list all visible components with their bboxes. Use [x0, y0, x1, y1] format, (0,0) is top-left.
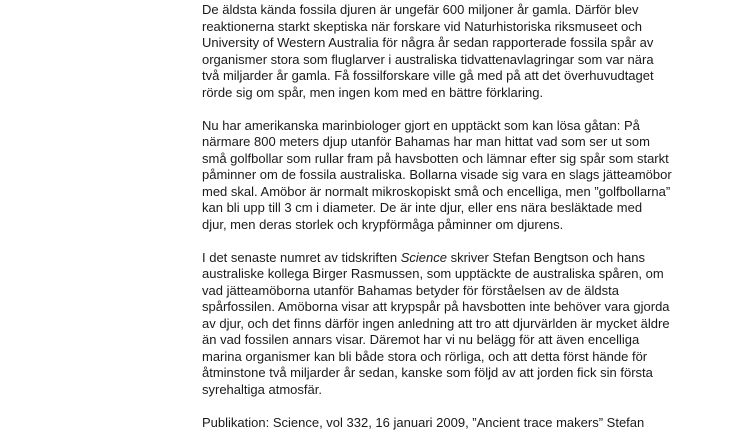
text-line: åtminstone två miljarder år sedan, kanske som följd av att jorden fick sin första [202, 365, 653, 380]
text-line: med skal. Amöbor är normalt mikroskopiskt små och encelliga, men ”golfbollarna” [202, 183, 671, 199]
text-line: kan bli upp till 3 cm i diameter. De är inte djur, eller ens nära besläktade med [202, 200, 643, 215]
paragraph-publication [202, 415, 654, 432]
text-line: reaktionerna starkt skeptiska när forskare vid Naturhistoriska riksmuseet och [202, 18, 643, 34]
text-line: organismer stora som fluglarver i australiska tidvattenavlagringar som var nära [202, 51, 654, 67]
text-fragment: skriver Stefan Bengtson och hans [446, 249, 645, 265]
text-line: spårfossilen. Amöborna visar att krypspår på havsbotten inte behöver vara gjorda [202, 299, 670, 314]
text-line: än vad fossilen annars visar. Däremot har vi nu belägg för att även encelliga [202, 332, 640, 347]
text-line: De äldsta kända fossila djuren är ungefär 600 miljoner år gamla. Därför blev [202, 2, 639, 17]
text-line: marina organismer kan bli både stora och rörliga, och att detta först hände för [202, 348, 648, 364]
publication-line: Publikation: Science, vol 332, 16 januari 2009, ”Ancient trace makers” Stefan [202, 414, 645, 430]
text-line: vad jätteamöborna utanför Bahamas betyder för förståelsen av de äldsta [202, 282, 619, 298]
text-line: Nu har amerikanska marinbiologer gjort en upptäckt som kan lösa gåtan: På [202, 117, 640, 133]
text-line: rörde sig om spår, men ingen kom med en bättre förklaring. [202, 84, 544, 100]
journal-title-italic: Science [400, 249, 447, 265]
paragraph-golf-balls [202, 117, 672, 234]
text-line: två miljarder år gamla. Få fossilforskare ville gå med på att det överhuvudtaget [202, 68, 654, 83]
text-line: djur, men deras storlek och krypförmåga påminner om djurens. [202, 216, 564, 232]
paragraph-science-article [202, 249, 670, 399]
document-body [202, 2, 672, 448]
text-line: australiske kollega Birger Rasmussen, som upptäckte de australiska spåren, om [202, 266, 664, 281]
text-line: små golfbollar som rullar fram på havsbotten och lämnar efter sig spår som starkt [202, 150, 669, 166]
text-line: närmare 800 meters djup utanför Bahamas har man hittat vad som ser ut som [202, 134, 650, 149]
paragraph-oldest-fossils [202, 2, 654, 101]
text-line: påminner om de fossila australiska. Bollarna visade sig vara en slags jätteamöbor [202, 167, 672, 182]
text-line: syrehaltiga atmosfär. [202, 381, 322, 397]
text-line: University of Western Australia för några år sedan rapporterade fossila spår av [202, 35, 654, 50]
text-line: av djur, och det finns därför ingen anledning att tro att djurvärlden är mycket äldre [202, 315, 670, 331]
text-fragment: I det senaste numret av tidskriften [202, 249, 401, 265]
text-line [202, 250, 654, 267]
